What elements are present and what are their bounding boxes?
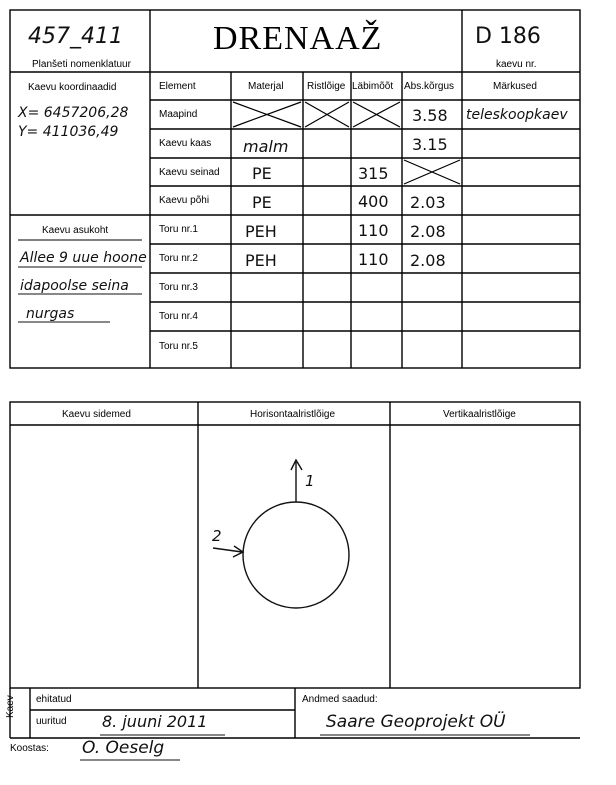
row-abs: 2.08 <box>410 222 446 241</box>
row-element: Toru nr.3 <box>159 282 198 293</box>
location-label: Kaevu asukoht <box>42 225 109 236</box>
row-material: PEH <box>245 222 277 241</box>
row-diameter: 400 <box>358 192 389 211</box>
location-line-1: Allee 9 uue hoone <box>20 250 147 266</box>
author-value: O. Oeselg <box>82 738 165 758</box>
header-material: Materjal <box>248 81 284 92</box>
row-material: PE <box>252 193 272 212</box>
row-element: Toru nr.1 <box>159 224 198 235</box>
well-number-label: kaevu nr. <box>496 59 537 70</box>
location-line-3: nurgas <box>26 306 75 322</box>
well-circle <box>243 502 349 608</box>
lower-block-border <box>10 402 580 688</box>
data-from-value: Saare Geoprojekt OÜ <box>326 712 506 732</box>
coordinates-label: Kaevu koordinaadid <box>28 82 117 93</box>
row-element: Maapind <box>159 109 198 120</box>
nomenclature-label: Planšeti nomenklatuur <box>32 59 131 70</box>
row-material: PEH <box>245 251 277 270</box>
row-element: Kaevu seinad <box>159 167 220 178</box>
row-abs: 2.03 <box>410 193 446 212</box>
location-line-2: idapoolse seina <box>20 278 129 294</box>
row-diameter: 110 <box>358 221 389 240</box>
row-element: Toru nr.2 <box>159 253 198 264</box>
data-from-label: Andmed saadud: <box>302 694 378 705</box>
row-diameter: 110 <box>358 250 389 269</box>
row-element: Toru nr.4 <box>159 311 198 322</box>
row-element: Toru nr.5 <box>159 341 198 352</box>
row-notes: teleskoopkaev <box>466 107 568 123</box>
coordinate-y: Y= 411036,49 <box>18 124 119 140</box>
form-title: DRENAAŽ <box>213 20 383 57</box>
row-abs: 3.15 <box>412 135 448 154</box>
section-vertical-label: Vertikaalristlõige <box>443 409 516 420</box>
header-element: Element <box>159 81 196 92</box>
footer-side-label: Kaev <box>5 695 16 718</box>
row-element: Kaevu põhi <box>159 195 210 206</box>
section-connections-label: Kaevu sidemed <box>62 409 131 420</box>
row-element: Kaevu kaas <box>159 138 212 149</box>
row-material: malm <box>243 137 289 156</box>
author-label: Koostas: <box>10 743 49 754</box>
row-material: PE <box>252 164 272 183</box>
nomenclature-value: 457_411 <box>28 24 123 49</box>
surveyed-label: uuritud <box>36 716 67 727</box>
row-abs: 3.58 <box>412 106 448 125</box>
built-label: ehitatud <box>36 694 72 705</box>
coordinate-x: X= 6457206,28 <box>18 105 129 121</box>
pipe-2-label: 2 <box>212 527 222 545</box>
surveyed-date: 8. juuni 2011 <box>102 712 208 731</box>
well-number-value: D 186 <box>475 24 541 49</box>
header-cross-section: Ristlõige <box>307 81 346 92</box>
row-abs: 2.08 <box>410 251 446 270</box>
section-horizontal-label: Horisontaalristlõige <box>250 409 336 420</box>
pipe-1-label: 1 <box>305 472 315 490</box>
header-notes: Märkused <box>493 81 537 92</box>
horizontal-section-drawing <box>213 460 349 608</box>
header-abs-height: Abs.kõrgus <box>404 81 455 92</box>
header-diameter: Läbimõõt <box>352 81 394 92</box>
row-diameter: 315 <box>358 164 389 183</box>
